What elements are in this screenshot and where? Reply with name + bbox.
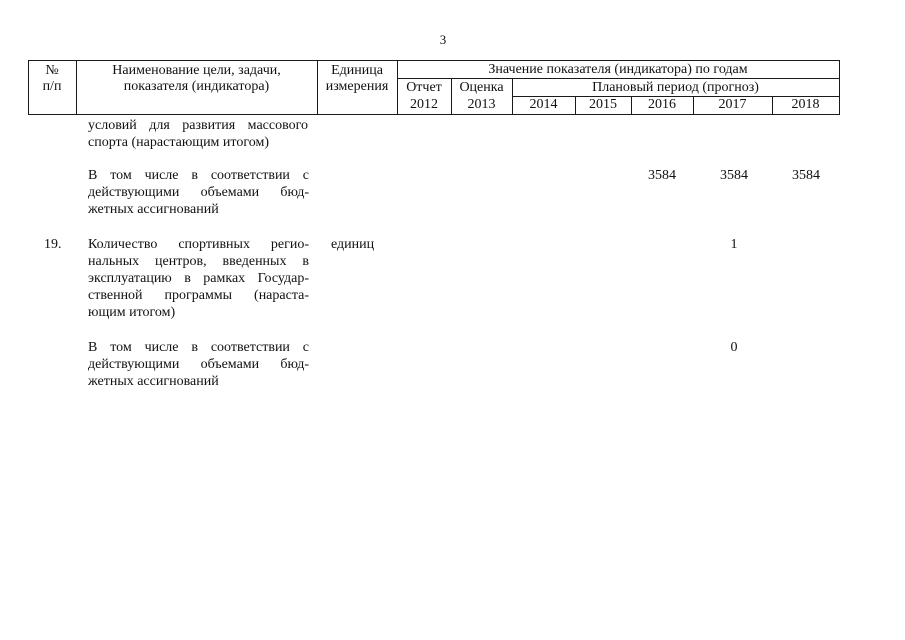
row19-line4: ственной программы (нараста- xyxy=(88,288,309,303)
row19-number: 19. xyxy=(44,237,62,252)
row1-value-2017: 3584 xyxy=(720,168,748,183)
row19-line2: нальных центров, введенных в xyxy=(88,254,309,269)
header-num-line2: п/п xyxy=(42,79,62,94)
row19-line5: ющим итогом) xyxy=(88,305,176,320)
row-continuation-text xyxy=(88,117,308,151)
header-mid-border xyxy=(397,78,839,79)
header-year-2013: 2013 xyxy=(467,97,496,112)
header-year-2015: 2015 xyxy=(589,97,617,112)
header-planned-label: Плановый период (прогноз) xyxy=(592,80,759,95)
row19-line1: Количество спортивных регио- xyxy=(88,237,309,252)
row19-value-2017: 1 xyxy=(730,237,738,252)
header-report-label: Отчет xyxy=(406,80,442,95)
header-unit-line1: Единица xyxy=(331,63,383,78)
row1-line2: действующими объемами бюд- xyxy=(88,185,309,200)
header-num-line1: № xyxy=(45,63,59,78)
header-year-2012: 2012 xyxy=(410,97,438,112)
row1-value-2018: 3584 xyxy=(792,168,820,183)
row19-unit: единиц xyxy=(331,237,375,252)
row1-line3: жетных ассигнований xyxy=(88,202,219,217)
header-right-border xyxy=(839,60,840,115)
header-name-line1: Наименование цели, задачи, xyxy=(112,63,281,78)
header-year-2018: 2018 xyxy=(791,97,820,112)
header-unit-line2: измерения xyxy=(325,79,389,94)
header-year-2014: 2014 xyxy=(529,97,558,112)
header-year-2017: 2017 xyxy=(718,97,747,112)
row-budget-share-text xyxy=(88,167,309,218)
header-bottom-border xyxy=(28,114,839,115)
row0-line1: условий для развития массового xyxy=(88,118,308,133)
header-name-line2: показателя (индикатора) xyxy=(123,79,270,94)
row3-line3: жетных ассигнований xyxy=(88,374,219,389)
row3-line1: В том числе в соответствии с xyxy=(88,340,309,355)
row1-value-2016: 3584 xyxy=(648,168,676,183)
header-year-2016: 2016 xyxy=(648,97,676,112)
row1-line1: В том числе в соответствии с xyxy=(88,168,309,183)
row19-line3: эксплуатацию в рамках Государ- xyxy=(88,271,309,286)
page-number: 3 xyxy=(439,32,447,47)
row3-line2: действующими объемами бюд- xyxy=(88,357,309,372)
row0-line2: спорта (нарастающим итогом) xyxy=(88,135,269,150)
header-top-border xyxy=(28,60,839,61)
header-values-label: Значение показателя (индикатора) по годам xyxy=(488,62,748,77)
row3-value-2017: 0 xyxy=(730,340,738,355)
row19-name-text xyxy=(88,236,309,321)
row19-budget-share-text xyxy=(88,339,309,390)
header-estimate-label: Оценка xyxy=(459,80,504,95)
